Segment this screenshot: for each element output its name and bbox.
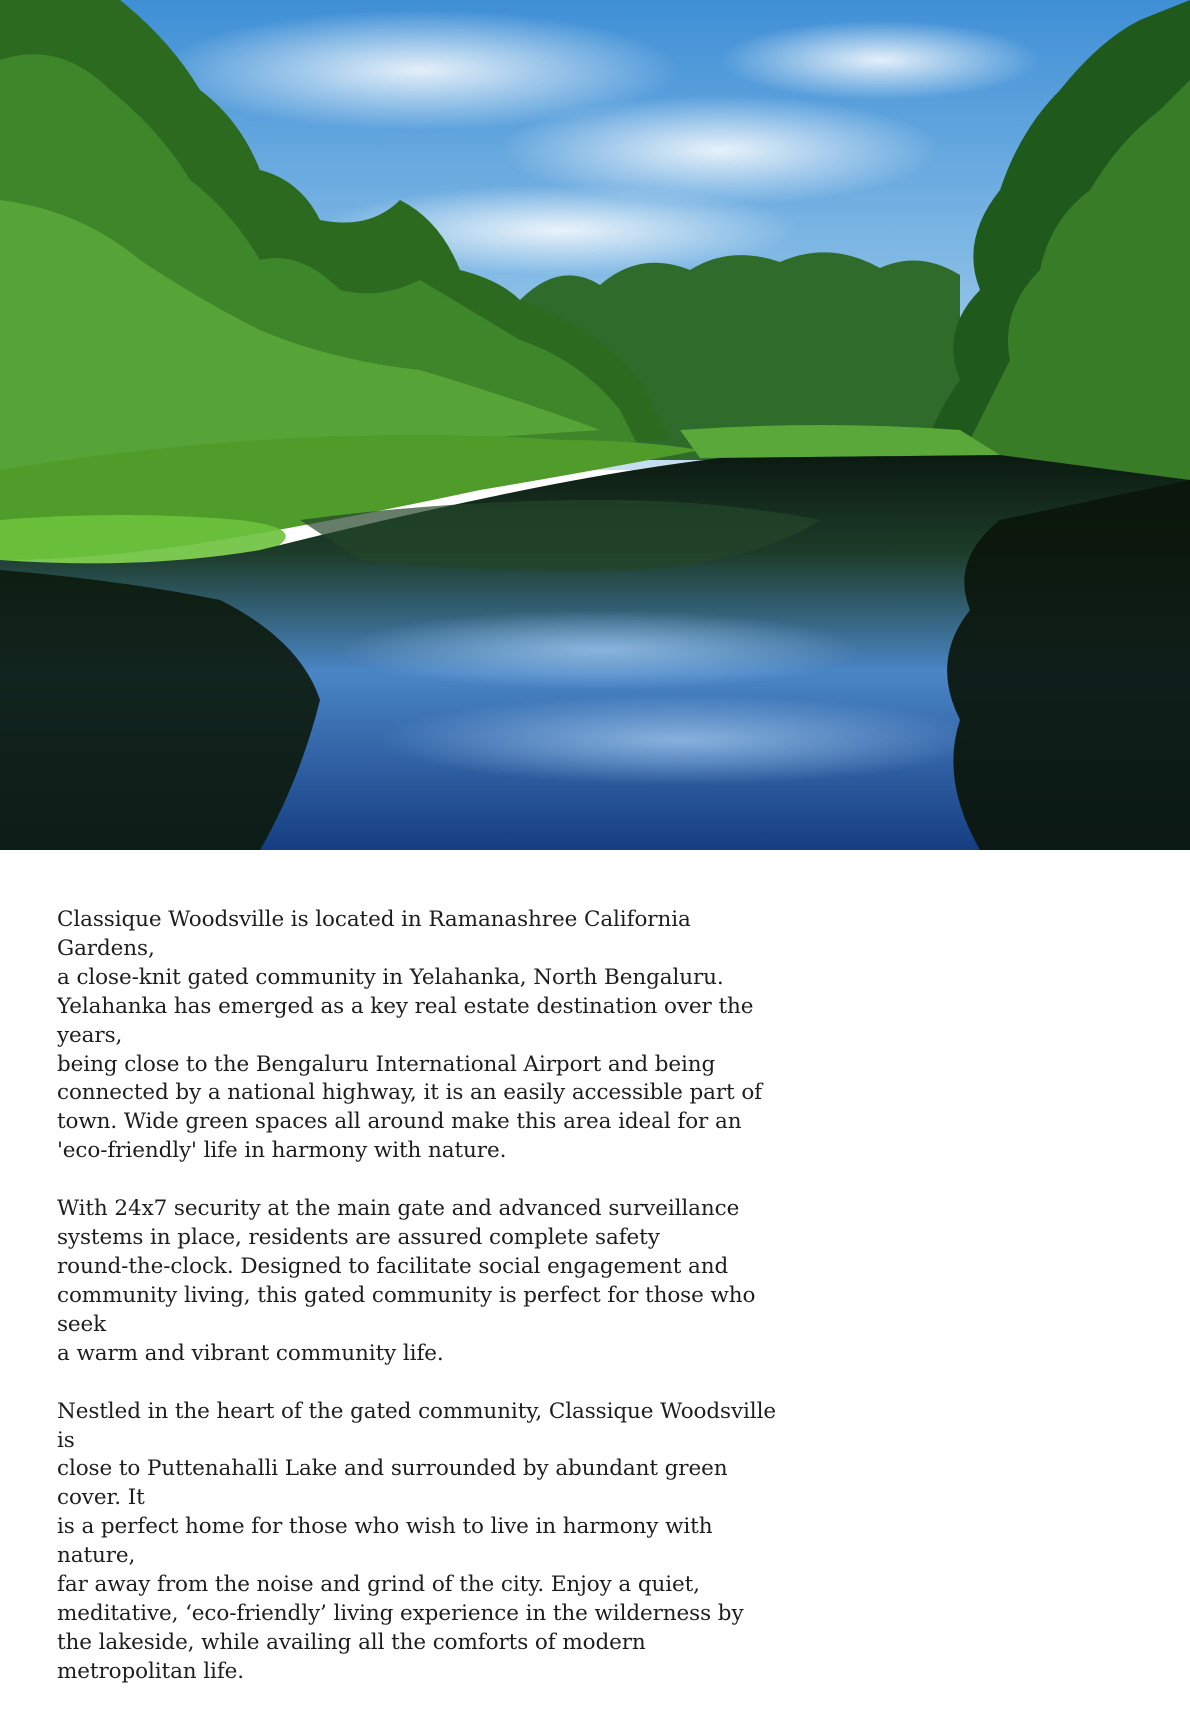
lake-forest-illustration [0,0,1190,850]
hero-photo [0,0,1190,850]
paragraph-nature: Nestled in the heart of the gated community, Classique Woodsville is close to Puttenahalli Lake and surrounded by abundant green cover. It is a perfect home for those who wish to live in harmony with nature, far away from the noise and grind of the city. Enjoy a quiet, meditative, ‘eco-friendly’ living experience in the wilderness by the lakeside, while availing all the comforts of modern metropolitan life. [57,1398,776,1684]
body-text [57,906,777,1716]
paragraph-security: With 24x7 security at the main gate and advanced surveillance systems in place, residents are assured complete safety round-the-clock. Designed to facilitate social engagement and community living, this gated community is perfect for those who seek a warm and vibrant community life. [57,1196,756,1366]
paragraph-location: Classique Woodsville is located in Ramanashree California Gardens, a close-knit gated community in Yelahanka, North Bengaluru. Yelahanka has emerged as a key real estate destination over the years, being close to the Bengaluru International Airport and being connected by a national highway, it is an easily accessible part of town. Wide green spaces all around make this area ideal for an 'eco-friendly' life in harmony with nature. [57,907,763,1164]
